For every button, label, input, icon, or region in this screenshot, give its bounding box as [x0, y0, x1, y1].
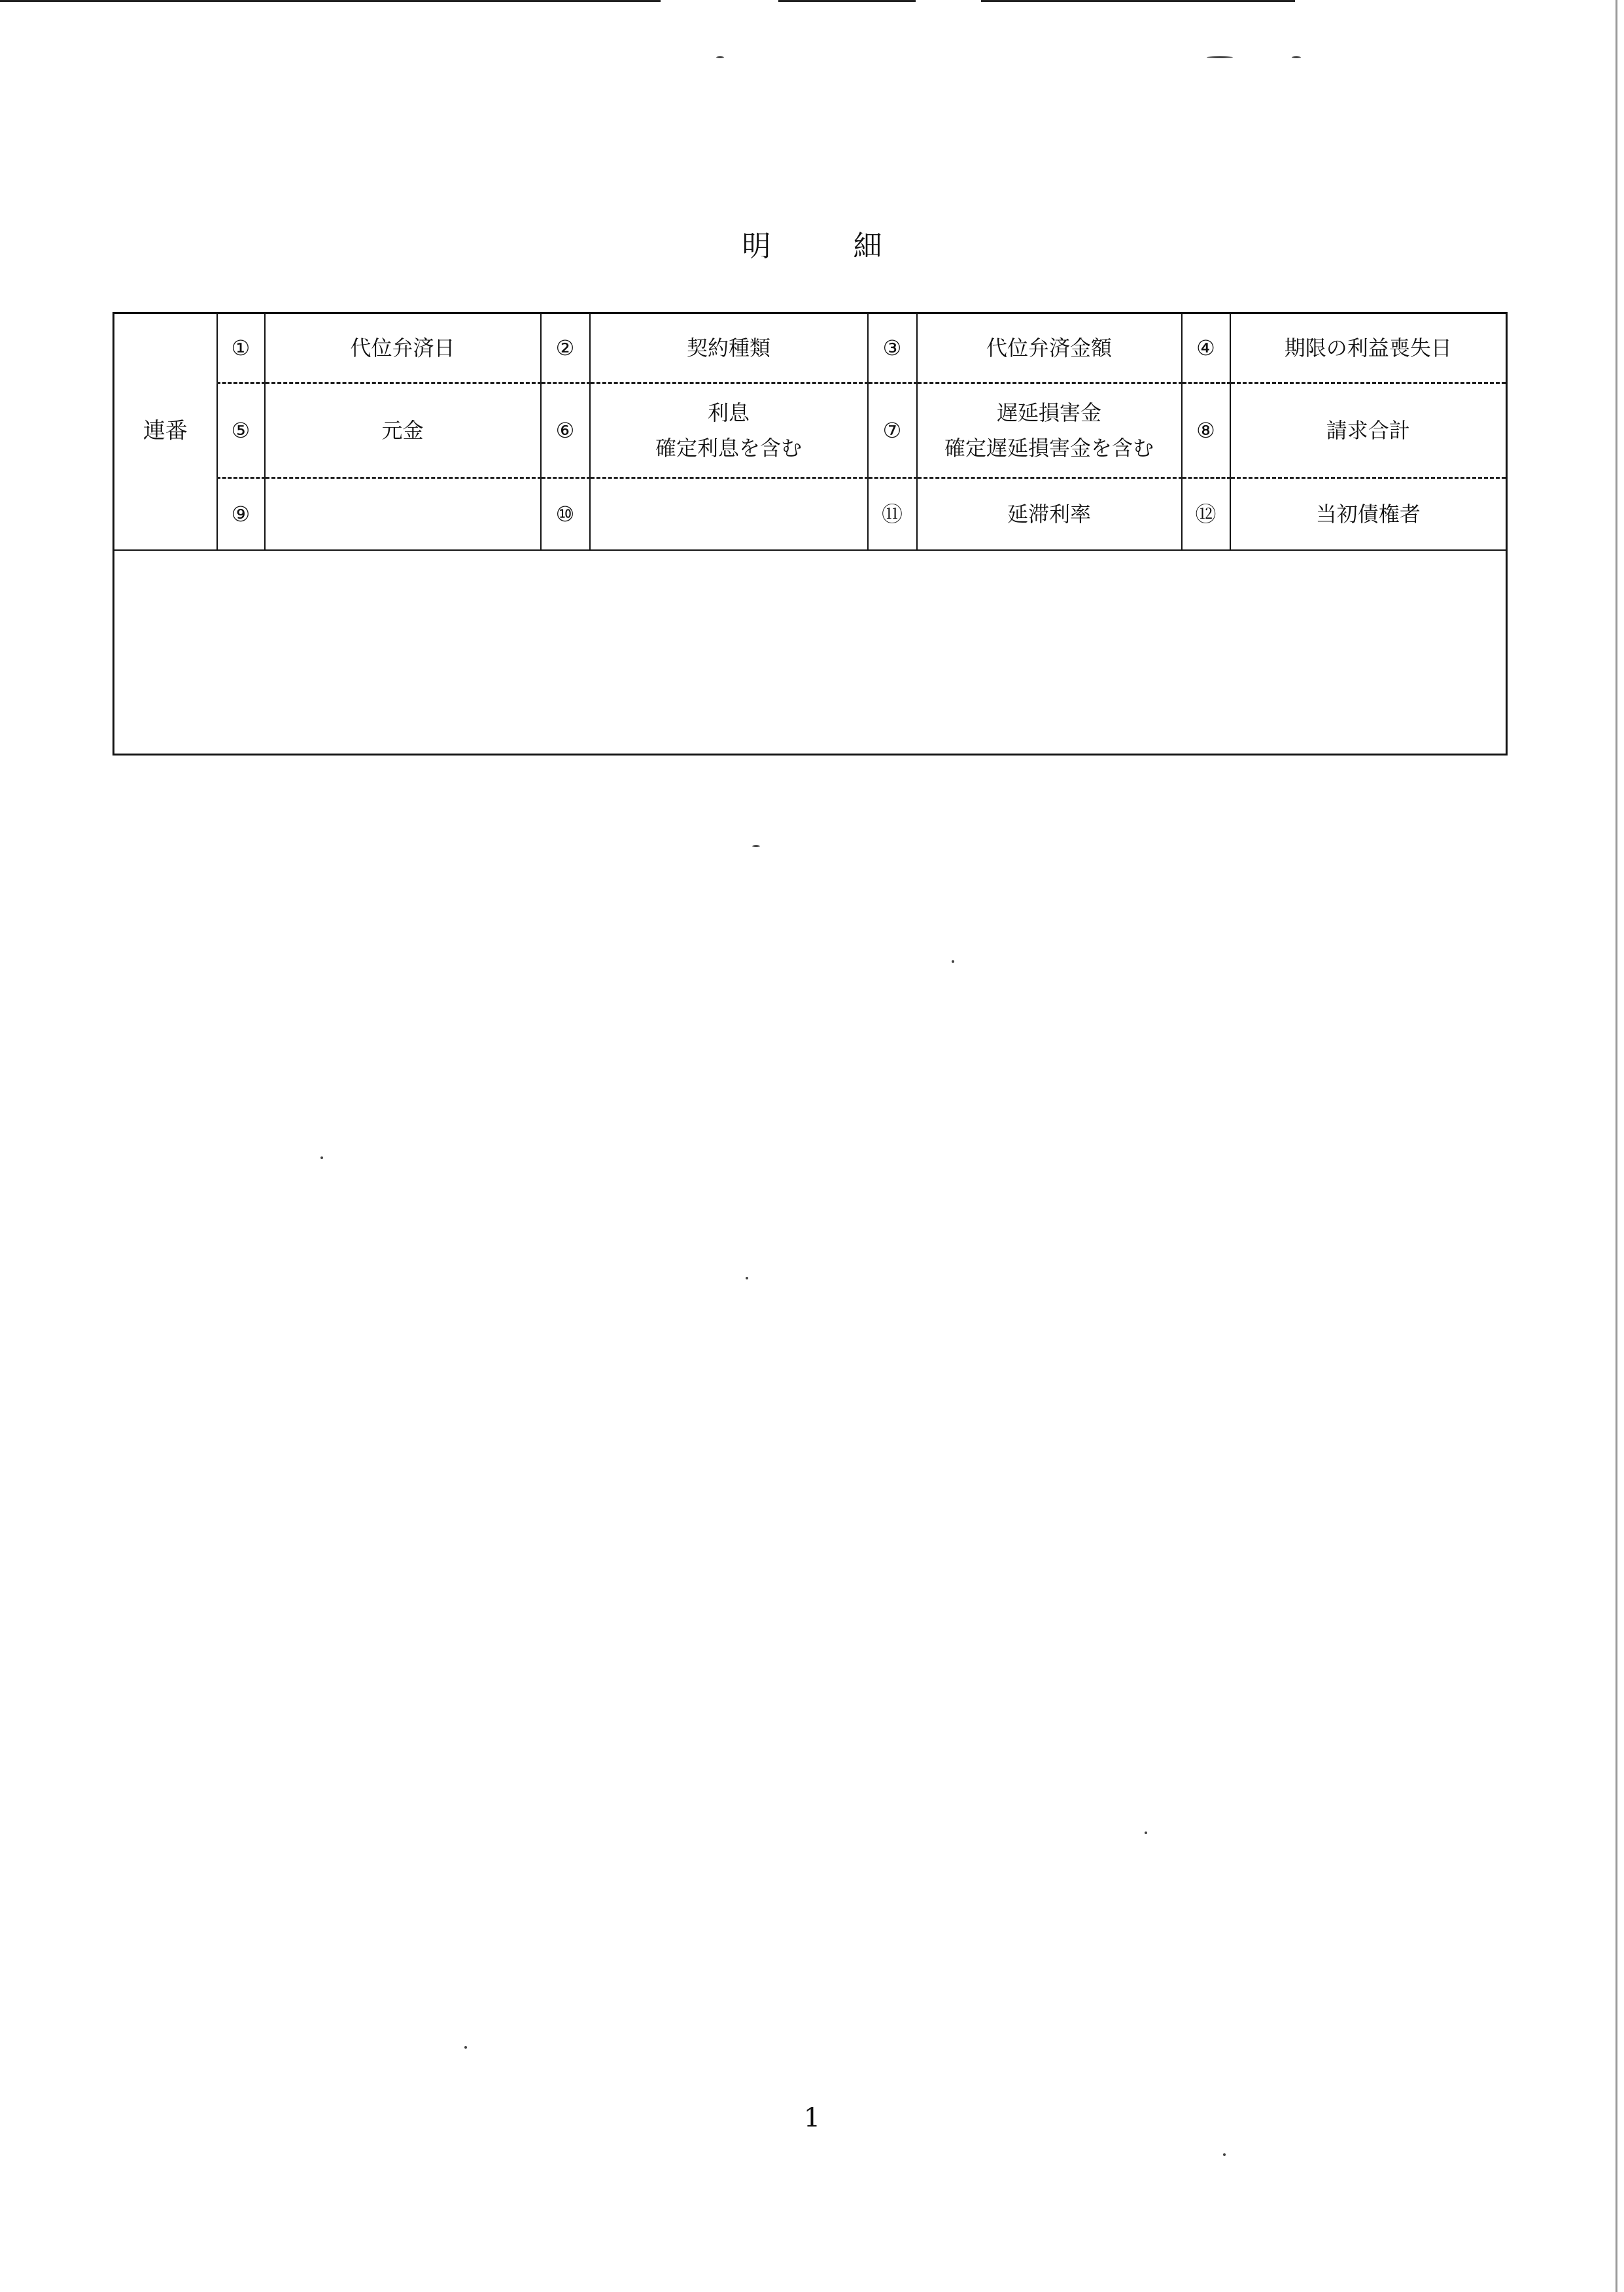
- scan-speck: [1292, 56, 1301, 58]
- scan-speck: [746, 1277, 748, 1279]
- circled-number: ⑥: [541, 383, 590, 478]
- original-creditor-header: 当初債権者: [1230, 478, 1507, 551]
- circled-number: ⑧: [1182, 383, 1230, 478]
- header-label: 利息: [707, 400, 750, 425]
- header-label: 元金: [381, 417, 424, 443]
- scan-speck: [1207, 56, 1233, 58]
- scan-speck: [464, 2046, 467, 2049]
- data-cell: [265, 550, 541, 755]
- subrogation-amount-header: 代位弁済金額: [917, 313, 1182, 383]
- page-number: 1: [803, 2103, 821, 2133]
- data-cell: [541, 550, 590, 755]
- scan-edge-line: [981, 0, 1295, 2]
- data-cell: [868, 550, 917, 755]
- data-cell: [917, 550, 1182, 755]
- scan-edge-line: [1615, 0, 1617, 2292]
- data-cell: [1182, 550, 1230, 755]
- circled-number: ③: [868, 313, 917, 383]
- circled-number: ①: [217, 313, 265, 383]
- blank-header: [265, 478, 541, 551]
- circled-number: ②: [541, 313, 590, 383]
- claim-total-header: [1230, 383, 1507, 478]
- scan-speck: [952, 960, 954, 963]
- data-cell: [590, 550, 868, 755]
- data-cell: [1230, 550, 1507, 755]
- scan-edge-line: [778, 0, 916, 2]
- circled-number: ⑦: [868, 383, 917, 478]
- page-title: 明 細: [742, 230, 919, 263]
- data-cell: [114, 550, 217, 755]
- scan-speck: [1223, 2153, 1226, 2156]
- circled-number: ⑩: [541, 478, 590, 551]
- interest-header: [590, 383, 868, 478]
- header-row-3: [114, 478, 1507, 551]
- data-row: [114, 550, 1507, 755]
- data-cell: [217, 550, 265, 755]
- header-label: 遅延損害金: [996, 400, 1101, 425]
- circled-number: ⑤: [217, 383, 265, 478]
- late-charge-header: [917, 383, 1182, 478]
- header-row-2: [114, 383, 1507, 478]
- circled-number: ⑨: [217, 478, 265, 551]
- detail-table: [112, 312, 1508, 755]
- acceleration-date-header: 期限の利益喪失日: [1230, 313, 1507, 383]
- header-sublabel: 確定利息を含む: [655, 436, 802, 460]
- header-label: 請求合計: [1326, 417, 1410, 443]
- scan-speck: [320, 1156, 323, 1159]
- subrogation-date-header: 代位弁済日: [265, 313, 541, 383]
- circled-number: ⑪: [868, 478, 917, 551]
- delinquency-rate-header: 延滞利率: [917, 478, 1182, 551]
- scan-speck: [752, 845, 760, 847]
- circled-number: ⑫: [1182, 478, 1230, 551]
- header-sublabel: 確定遅延損害金を含む: [944, 436, 1154, 460]
- serial-number-header: 連番: [114, 313, 217, 551]
- principal-header: [265, 383, 541, 478]
- circled-number: ④: [1182, 313, 1230, 383]
- blank-header: [590, 478, 868, 551]
- header-row-1: [114, 313, 1507, 383]
- scan-speck: [1145, 1832, 1147, 1834]
- scan-speck: [716, 56, 724, 58]
- scan-edge-line: [0, 0, 661, 2]
- contract-type-header: 契約種類: [590, 313, 868, 383]
